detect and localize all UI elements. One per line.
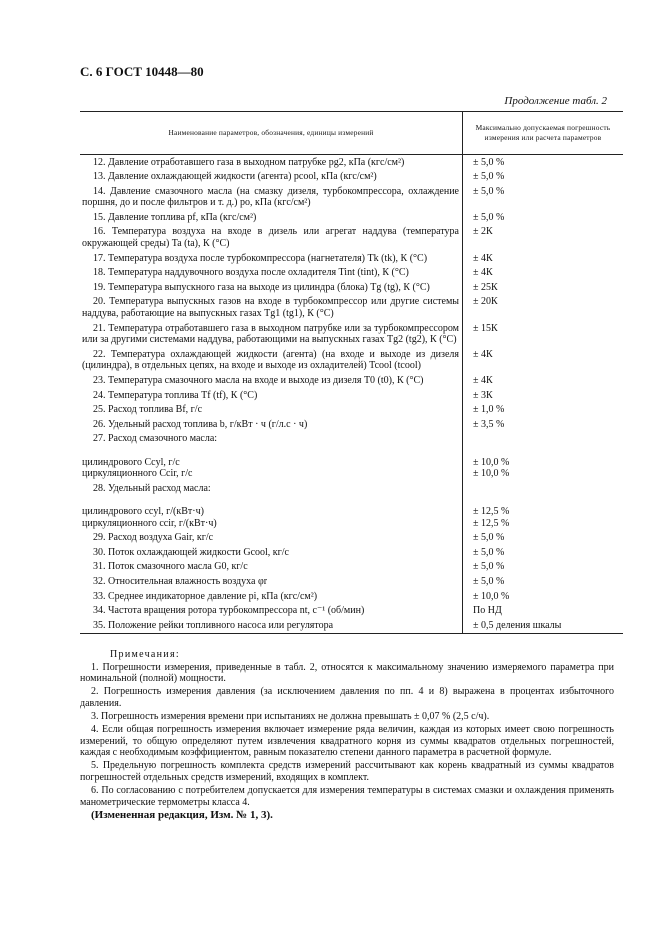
parameter-name-text: циркуляционного ccir, г/(кВт·ч) <box>82 517 217 529</box>
parameter-name-text: циркуляционного Ccir, г/с <box>82 468 193 480</box>
error-value-cell <box>463 170 624 185</box>
error-value-cell <box>463 432 624 481</box>
parameter-name-cell <box>80 388 463 403</box>
error-value-cell <box>463 545 624 560</box>
parameter-name-cell <box>80 432 463 481</box>
parameters-table <box>80 111 623 634</box>
parameter-name-cell <box>80 184 463 210</box>
parameter-name-text <box>82 445 459 457</box>
parameter-name-cell <box>80 210 463 225</box>
parameter-name-text: цилиндрового ccyl, г/(кВт·ч) <box>82 505 204 517</box>
error-value-text: ± 5,0 % <box>473 185 505 197</box>
error-value-cell <box>463 604 624 619</box>
error-value-text: ± 5,0 % <box>473 532 505 544</box>
table-row <box>80 618 623 633</box>
error-value-text: ± 5,0 % <box>473 546 505 558</box>
column-header-parameter: Наименование параметров, обозначения, единицы измерений <box>80 112 463 155</box>
error-value-text: ± 10,0 % <box>473 590 510 602</box>
parameter-name-text: 29. Расход воздуха Gair, кг/с <box>93 532 214 544</box>
parameter-name-cell <box>80 403 463 418</box>
parameter-name-cell <box>80 347 463 373</box>
error-value-cell <box>463 347 624 373</box>
parameter-name-text: 27. Расход смазочного масла: <box>93 433 218 445</box>
error-value-cell <box>463 295 624 321</box>
parameter-name-cell <box>80 531 463 546</box>
error-value-cell <box>463 374 624 389</box>
table-row <box>80 321 623 347</box>
parameter-name-text: 19. Температура выпускного газа на выходе из цилиндра (блока) Tg (tg), К (°С) <box>93 281 430 293</box>
error-value-text <box>473 433 621 445</box>
parameter-name-cell <box>80 545 463 560</box>
error-value-text: По НД <box>473 605 502 617</box>
error-value-text <box>473 494 621 506</box>
parameter-name-text: 20. Температура выпускных газов на входе в турбокомпрессор или другие системы наддува, работающие на выпускных газах Tg1 (tg1), К (°С) <box>82 296 459 320</box>
error-value-cell <box>463 531 624 546</box>
error-value-cell <box>463 589 624 604</box>
error-value-text: ± 5,0 % <box>473 561 505 573</box>
parameter-name-cell <box>80 618 463 633</box>
parameter-name-text: 25. Расход топлива Bf, г/с <box>93 404 203 416</box>
error-value-text: ± 1,0 % <box>473 404 505 416</box>
table-row <box>80 266 623 281</box>
parameter-name-cell <box>80 266 463 281</box>
error-value-text: ± 2К <box>473 226 493 238</box>
error-value-cell <box>463 184 624 210</box>
amendment-note: (Измененная редакция, Изм. № 1, 3). <box>91 809 273 822</box>
error-value-text: ± 20К <box>473 296 498 308</box>
table-row <box>80 531 623 546</box>
error-value-text: ± 25К <box>473 281 498 293</box>
table-continuation-label: Продолжение табл. 2 <box>504 95 607 107</box>
parameter-name-text: 13. Давление охлаждающей жидкости (агента) pcool, кПа (кгс/см²) <box>93 171 377 183</box>
error-value-text: ± 4К <box>473 348 493 360</box>
parameter-name-text: 35. Положение рейки топливного насоса или регулятора <box>93 619 334 631</box>
table-row <box>80 560 623 575</box>
note-item: 1. Погрешности измерения, приведенные в табл. 2, относятся к максимальному значению измеряемого параметра при номинальной (полной) мощности. <box>80 661 614 685</box>
error-value-text: ± 15К <box>473 322 498 334</box>
parameter-name-text: 24. Температура топлива Tf (tf), К (°С) <box>93 389 258 401</box>
error-value-text: ± 4К <box>473 375 493 386</box>
table-row <box>80 589 623 604</box>
parameter-name-text: 26. Удельный расход топлива b, г/кВт · ч (г/л.с · ч) <box>93 418 308 430</box>
table-row <box>80 374 623 389</box>
error-value-cell <box>463 210 624 225</box>
parameter-name-cell <box>80 155 463 170</box>
note-item: 2. Погрешность измерения давления (за исключением давления по пп. 4 и 8) выражена в процентах избыточного давления. <box>80 686 614 709</box>
table-row <box>80 184 623 210</box>
error-value-text <box>473 483 621 495</box>
parameters-table-frame <box>80 111 614 634</box>
parameter-name-text: 30. Поток охлаждающей жидкости Gcool, кг/с <box>93 546 289 558</box>
error-value-text: ± 3К <box>473 389 493 401</box>
parameter-name-cell <box>80 280 463 295</box>
error-value-cell <box>463 481 624 530</box>
parameter-name-text: 31. Поток смазочного масла G0, кг/с <box>93 561 248 573</box>
table-row <box>80 403 623 418</box>
error-value-text: ± 5,0 % <box>473 211 505 223</box>
error-value-text: ± 0,5 деления шкалы <box>473 619 562 631</box>
error-value-cell <box>463 403 624 418</box>
table-row <box>80 388 623 403</box>
table-row <box>80 225 623 251</box>
table-row <box>80 347 623 373</box>
parameter-name-cell <box>80 481 463 530</box>
error-value-text <box>473 445 621 457</box>
table-row <box>80 170 623 185</box>
notes-title: Примечания: <box>110 649 180 660</box>
note-item: 6. По согласованию с потребителем допускается для измерения температуры в системах смазки и охлаждения применять манометрические термометры класса 4. <box>80 785 614 808</box>
table-row <box>80 574 623 589</box>
parameter-name-text: 18. Температура наддувочного воздуха после охладителя Tint (tint), К (°С) <box>93 267 409 279</box>
error-value-text: ± 3,5 % <box>473 418 505 430</box>
note-item: 3. Погрешность измерения времени при испытаниях не должна превышать ± 0,07 % (2,5 с/ч). <box>91 710 490 722</box>
error-value-cell <box>463 388 624 403</box>
note-item: 5. Предельную погрешность комплекта средств измерений рассчитывают как корень квадратный из суммы квадратов погрешностей отдельных средств измерений, входящих в комплект. <box>80 760 614 783</box>
parameter-name-text: 33. Среднее индикаторное давление pi, кПа (кгс/см²) <box>93 590 318 602</box>
table-row <box>80 432 623 481</box>
error-value-cell <box>463 560 624 575</box>
page-header: С. 6 ГОСТ 10448—80 <box>80 64 204 79</box>
parameter-name-text: 22. Температура охлаждающей жидкости (агента) (на входе и выходе из дизеля (цилиндра), в отдельных цепях, на входе и выходе из охладителей) Tcool (tcool) <box>82 348 459 372</box>
parameter-name-text: 21. Температура отработавшего газа в выходном патрубке или за турбокомпрессором или за другими системами наддува, работающими на выпускных газах Tg2 (tg2), К (°С) <box>82 322 459 346</box>
parameter-name-cell <box>80 374 463 389</box>
error-value-cell <box>463 251 624 266</box>
parameter-name-cell <box>80 295 463 321</box>
error-value-cell <box>463 321 624 347</box>
parameter-name-cell <box>80 574 463 589</box>
table-body <box>80 155 623 634</box>
table-row <box>80 210 623 225</box>
parameter-name-text: 32. Относительная влажность воздуха φr <box>93 575 268 587</box>
parameter-name-cell <box>80 251 463 266</box>
error-value-cell <box>463 618 624 633</box>
parameter-name-cell <box>80 417 463 432</box>
parameter-name-text: 14. Давление смазочного масла (на смазку дизеля, турбокомпрессора, охлаждение поршня, до и после фильтров и т. д.) po, кПа (кгс/см²) <box>82 185 459 209</box>
note-item: 4. Если общая погрешность измерения включает измерение ряда величин, каждая из которых имеет свою погрешность измерений, то общую определяют путем извлечения квадратного корня из суммы квадратов отдельных погрешностей, каждая с необходимым коэффициентом, равным показателю степени данного параметра в расчетной формуле. <box>80 724 614 759</box>
error-value-text: ± 4К <box>473 252 493 264</box>
column-header-error: Максимально допускаемая погрешность измерения или расчета параметров <box>463 112 624 155</box>
parameter-name-cell <box>80 225 463 251</box>
parameter-name-cell <box>80 321 463 347</box>
table-row <box>80 251 623 266</box>
parameter-name-text: цилиндрового Ccyl, г/с <box>82 456 180 468</box>
error-value-text: ± 5,0 % <box>473 171 505 183</box>
notes-section <box>80 649 614 822</box>
parameter-name-text: 17. Температура воздуха после турбокомпрессора (нагнетателя) Tk (tk), К (°С) <box>93 252 428 264</box>
parameter-name-text: 16. Температура воздуха на входе в дизель или агрегат наддува (температура окружающей среды) Ta (ta), К (°С) <box>82 226 459 250</box>
table-row <box>80 604 623 619</box>
error-value-text: ± 10,0 % <box>473 468 510 480</box>
table-row <box>80 481 623 530</box>
table-row <box>80 295 623 321</box>
error-value-cell <box>463 266 624 281</box>
error-value-text: ± 4К <box>473 267 493 279</box>
parameter-name-text <box>82 494 459 506</box>
table-row <box>80 545 623 560</box>
error-value-text: ± 5,0 % <box>473 156 505 168</box>
error-value-text: ± 12,5 % <box>473 505 510 517</box>
error-value-cell <box>463 155 624 170</box>
parameter-name-text: 23. Температура смазочного масла на входе и выходе из дизеля T0 (t0), К (°С) <box>93 375 424 386</box>
table-row <box>80 155 623 170</box>
parameter-name-cell <box>80 170 463 185</box>
table-row <box>80 417 623 432</box>
error-value-cell <box>463 574 624 589</box>
parameter-name-cell <box>80 604 463 619</box>
parameter-name-text: 28. Удельный расход масла: <box>93 482 211 494</box>
parameter-name-text: 34. Частота вращения ротора турбокомпрессора nt, с⁻¹ (об/мин) <box>93 605 365 617</box>
error-value-cell <box>463 417 624 432</box>
parameter-name-text: 12. Давление отработавшего газа в выходном патрубке pg2, кПа (кгс/см²) <box>93 156 405 168</box>
error-value-cell <box>463 280 624 295</box>
error-value-text: ± 5,0 % <box>473 575 505 587</box>
error-value-cell <box>463 225 624 251</box>
parameter-name-text: 15. Давление топлива pf, кПа (кгс/см²) <box>93 211 257 223</box>
parameter-name-cell <box>80 560 463 575</box>
parameter-name-cell <box>80 589 463 604</box>
error-value-text: ± 12,5 % <box>473 517 510 529</box>
error-value-text: ± 10,0 % <box>473 456 510 468</box>
table-row <box>80 280 623 295</box>
